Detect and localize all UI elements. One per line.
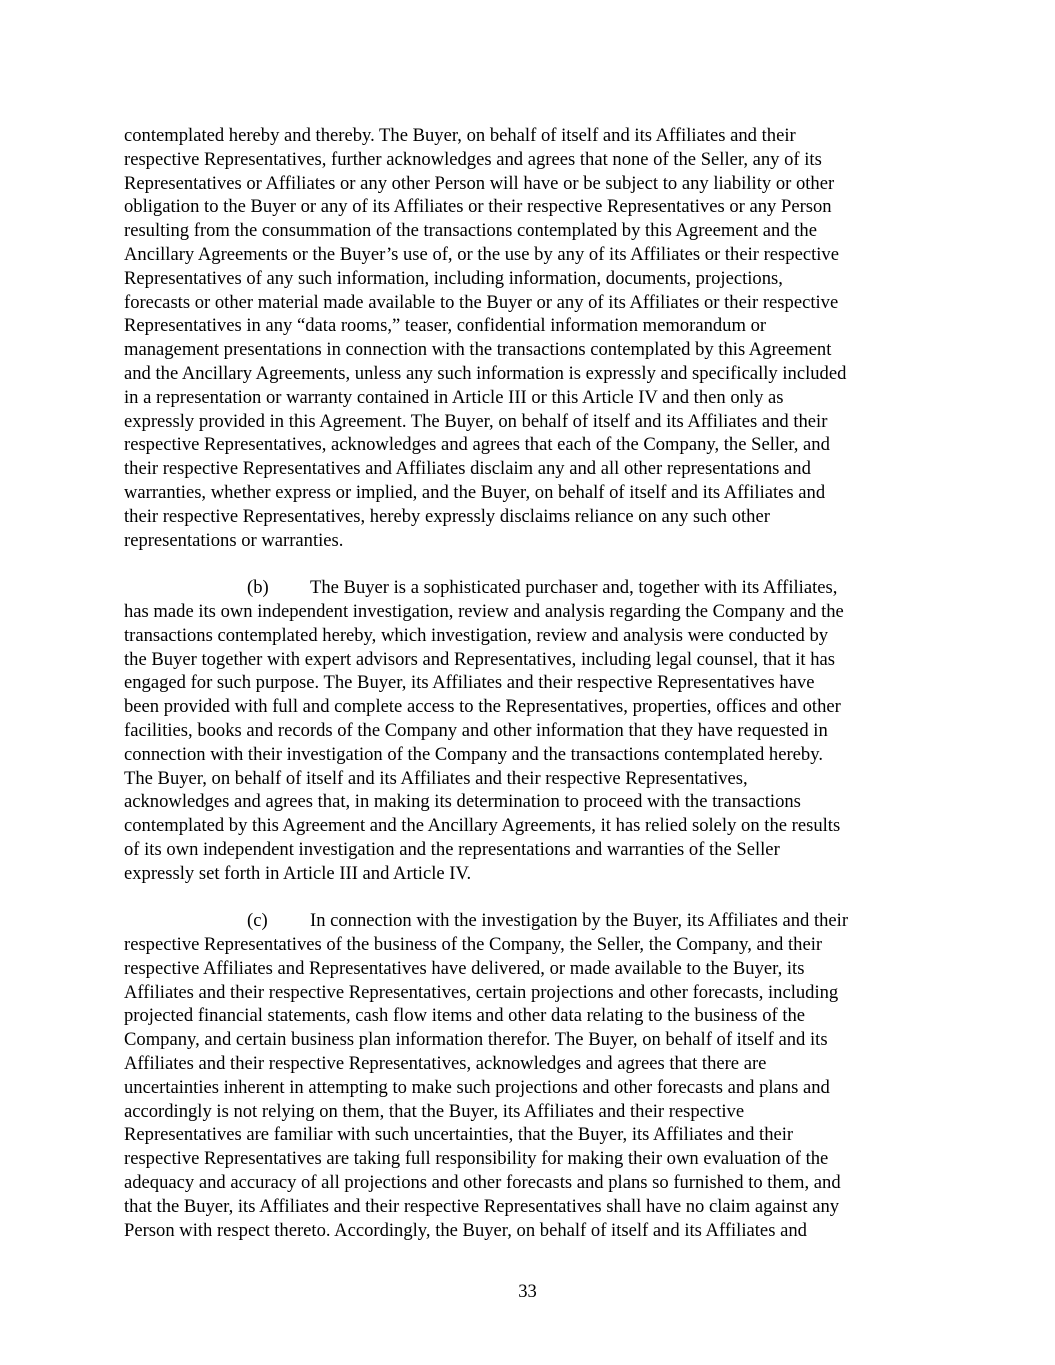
text-line: expressly set forth in Article III and Article IV. (124, 862, 472, 884)
text-line: the Buyer together with expert advisors and Representatives, including legal counsel, that it has (124, 648, 836, 670)
text-line: Representatives in any “data rooms,” teaser, confidential information memorandum or (124, 315, 767, 337)
text-line: their respective Representatives, hereby expressly disclaims reliance on any such other (124, 505, 770, 527)
text-line: facilities, books and records of the Company and other information that they have requested in (124, 719, 828, 741)
paragraph-c (124, 909, 934, 1242)
text-line: contemplated by this Agreement and the Ancillary Agreements, it has relied solely on the results (124, 815, 841, 837)
text-line: adequacy and accuracy of all projections and other forecasts and plans so furnished to them, and (124, 1172, 841, 1194)
text-line: contemplated hereby and thereby. The Buyer, on behalf of itself and its Affiliates and their (124, 125, 796, 146)
paragraph-b (124, 576, 934, 885)
text-line (124, 909, 934, 933)
text-line: connection with their investigation of the Company and the transactions contemplated hereby. (124, 743, 823, 765)
text-line: engaged for such purpose. The Buyer, its Affiliates and their respective Representatives have (124, 672, 815, 694)
paragraph-continued (124, 124, 934, 552)
text-line: resulting from the consummation of the transactions contemplated by this Agreement and the (124, 220, 817, 242)
text-line: transactions contemplated hereby, which investigation, review and analysis were conducted by (124, 624, 829, 646)
text-line: Representatives of any such information, including information, documents, projections, (124, 267, 783, 289)
text-line: forecasts or other material made available to the Buyer or any of its Affiliates or their respective (124, 291, 839, 313)
text-line: of its own independent investigation and the representations and warranties of the Seller (124, 838, 780, 860)
text-line: Representatives or Affiliates or any other Person will have or be subject to any liability or other (124, 172, 835, 194)
text-line: Company, and certain business plan information therefor. The Buyer, on behalf of itself and its (124, 1029, 828, 1051)
text-line: been provided with full and complete access to the Representatives, properties, offices and other (124, 696, 841, 718)
text-line: Representatives are familiar with such uncertainties, that the Buyer, its Affiliates and their (124, 1124, 794, 1146)
text-line: accordingly is not relying on them, that the Buyer, its Affiliates and their respective (124, 1100, 745, 1122)
text-line: obligation to the Buyer or any of its Affiliates or their respective Representatives or any Person (124, 196, 832, 218)
text-line: in a representation or warranty contained in Article III or this Article IV and then only as (124, 386, 784, 408)
text-line (124, 576, 934, 600)
text-line: acknowledges and agrees that, in making its determination to proceed with the transactions (124, 791, 801, 813)
text-line: representations or warranties. (124, 529, 344, 551)
text-line: The Buyer, on behalf of itself and its Affiliates and their respective Representatives, (124, 767, 748, 789)
paragraph-label: (b) (247, 577, 269, 599)
text-line: respective Representatives, acknowledges and agrees that each of the Company, the Seller, and (124, 434, 830, 456)
text-line: projected financial statements, cash flow items and other data relating to the business of the (124, 1005, 806, 1027)
text-line: uncertainties inherent in attempting to make such projections and other forecasts and plans and (124, 1076, 830, 1098)
document-body (124, 124, 934, 1242)
paragraph-label: (c) (247, 910, 268, 932)
document-page (124, 124, 934, 1242)
text-line: respective Representatives, further acknowledges and agrees that none of the Seller, any of its (124, 148, 822, 170)
text-line: management presentations in connection with the transactions contemplated by this Agreement (124, 339, 832, 361)
text-line: has made its own independent investigation, review and analysis regarding the Company and the (124, 600, 844, 622)
text-line: Ancillary Agreements or the Buyer’s use of, or the use by any of its Affiliates or their respective (124, 243, 839, 265)
text-line: respective Affiliates and Representatives have delivered, or made available to the Buyer, its (124, 957, 805, 979)
text-line: respective Representatives of the business of the Company, the Seller, the Company, and their (124, 934, 823, 956)
text-line: and the Ancillary Agreements, unless any such information is expressly and specifically included (124, 362, 847, 384)
text-line: expressly provided in this Agreement. The Buyer, on behalf of itself and its Affiliates and their (124, 410, 828, 432)
text-line: Affiliates and their respective Representatives, acknowledges and agrees that there are (124, 1053, 767, 1075)
page-number: 33 (518, 1281, 537, 1302)
text-line: that the Buyer, its Affiliates and their respective Representatives shall have no claim against any (124, 1195, 840, 1217)
text-line: warranties, whether express or implied, and the Buyer, on behalf of itself and its Affiliates and (124, 481, 826, 503)
text-line: their respective Representatives and Affiliates disclaim any and all other representations and (124, 458, 811, 480)
text-line: Affiliates and their respective Representatives, certain projections and other forecasts, including (124, 981, 839, 1003)
paragraph-first-line-text: In connection with the investigation by the Buyer, its Affiliates and their (310, 910, 849, 932)
text-line: respective Representatives are taking full responsibility for making their own evaluation of the (124, 1148, 829, 1170)
text-line: Person with respect thereto. Accordingly, the Buyer, on behalf of itself and its Affiliates and (124, 1219, 807, 1241)
paragraph-first-line-text: The Buyer is a sophisticated purchaser and, together with its Affiliates, (310, 577, 838, 599)
